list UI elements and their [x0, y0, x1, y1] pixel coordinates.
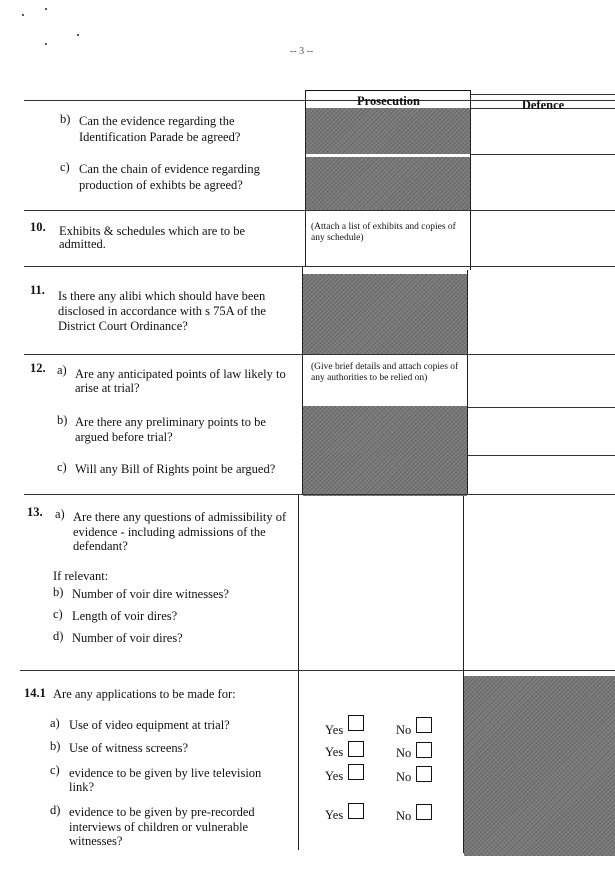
q12a-text-line2: arise at trial?	[75, 381, 140, 395]
q14a-label: a)	[50, 716, 60, 730]
scan-speck	[45, 43, 47, 45]
row-line-13	[20, 670, 615, 671]
prosecution-header: Prosecution	[357, 94, 420, 108]
q12c-label: c)	[57, 460, 67, 474]
q12b-text-line1: Are there any preliminary points to be	[75, 415, 266, 429]
shaded-cell-q9b-prosecution	[306, 108, 470, 154]
q12a-text-line1: Are any anticipated points of law likely to	[75, 367, 286, 381]
q10-prosecution-note-line2: any schedule)	[311, 233, 364, 243]
q9b-label: b)	[60, 112, 71, 126]
q9b-text-line1: Can the evidence regarding the	[79, 114, 235, 128]
q14a-text: Use of video equipment at trial?	[69, 718, 230, 732]
q13d-label: d)	[53, 629, 64, 643]
q14c-yes-label: Yes	[325, 769, 344, 783]
q14d-text-line3: witnesses?	[69, 834, 123, 848]
q9c-label: c)	[60, 160, 70, 174]
q12c-text: Will any Bill of Rights point be argued?	[75, 462, 276, 476]
q14d-label: d)	[50, 803, 61, 817]
q13a-text-line1: Are there any questions of admissibility of	[73, 510, 287, 524]
prosecution-column-left-border	[298, 494, 299, 850]
page-number: -- 3 --	[290, 46, 314, 57]
q14c-no-label: No	[396, 770, 412, 784]
q11-text-line1: Is there any alibi which should have been	[58, 289, 266, 303]
defence-header: Defence	[521, 98, 565, 112]
q14a-yes-checkbox[interactable]	[348, 715, 364, 731]
q10-text-line1: Exhibits & schedules which are to be	[59, 224, 246, 238]
row-line-12	[24, 494, 615, 495]
row-line-11	[24, 354, 615, 355]
q14b-no-label: No	[396, 746, 412, 760]
q14c-yes-checkbox[interactable]	[348, 764, 364, 780]
q14b-yes-label: Yes	[325, 745, 344, 759]
q12b-text-line2: argued before trial?	[75, 430, 173, 444]
q14b-label: b)	[50, 739, 61, 753]
q13-if-relevant: If relevant:	[53, 569, 109, 583]
q9b-text-line2: Identification Parade be agreed?	[79, 130, 241, 144]
q13a-text-line3: defendant?	[73, 539, 128, 553]
q14a-yes-label: Yes	[325, 723, 344, 737]
q13d-text: Number of voir dires?	[72, 631, 183, 645]
header-top-line	[306, 90, 471, 91]
q14d-no-checkbox[interactable]	[416, 804, 432, 820]
shaded-cell-q14-defence	[464, 676, 615, 856]
q9c-text-line2: production of exhibts be agreed?	[79, 178, 243, 192]
row-line-9b	[470, 154, 615, 155]
q12a-label: a)	[57, 363, 67, 377]
q14-text: Are any applications to be made for:	[53, 687, 236, 701]
q14d-yes-label: Yes	[325, 808, 344, 822]
q12-number: 12.	[30, 361, 46, 375]
q10-number: 10.	[30, 220, 46, 234]
q14-number: 14.1	[24, 686, 46, 700]
q14b-text: Use of witness screens?	[69, 741, 189, 755]
q14c-text-line1: evidence to be given by live television	[69, 766, 262, 780]
q10-text-line2: admitted.	[59, 237, 106, 251]
defence-column-left-border	[470, 90, 471, 270]
q14c-text-line2: link?	[69, 780, 94, 794]
q13a-label: a)	[55, 507, 65, 521]
q13c-label: c)	[53, 607, 63, 621]
row-line-12b	[468, 455, 615, 456]
q14c-no-checkbox[interactable]	[416, 766, 432, 782]
defence-column-left-border	[467, 270, 468, 495]
q13b-label: b)	[53, 585, 64, 599]
shaded-cell-q11-prosecution	[303, 274, 467, 354]
q14d-yes-checkbox[interactable]	[348, 803, 364, 819]
scan-speck	[45, 8, 47, 10]
q14a-no-checkbox[interactable]	[416, 717, 432, 733]
shaded-cell-q12b-prosecution	[303, 406, 467, 454]
q12-prosecution-note-line1: (Give brief details and attach copies of	[311, 362, 459, 372]
q14c-label: c)	[50, 763, 60, 777]
q9c-text-line1: Can the chain of evidence regarding	[79, 162, 260, 176]
q13b-text: Number of voir dire witnesses?	[72, 587, 229, 601]
shaded-cell-q9c-prosecution	[306, 157, 470, 211]
q14d-no-label: No	[396, 809, 412, 823]
scan-speck	[22, 14, 24, 16]
q11-number: 11.	[30, 283, 45, 297]
row-line-9	[24, 210, 615, 211]
q12b-label: b)	[57, 413, 68, 427]
q14a-no-label: No	[396, 723, 412, 737]
q13-number: 13.	[27, 505, 43, 519]
scan-speck	[77, 34, 79, 36]
q13c-text: Length of voir dires?	[72, 609, 178, 623]
q10-prosecution-note-line1: (Attach a list of exhibits and copies of	[311, 222, 456, 232]
q13a-text-line2: evidence - including admissions of the	[73, 525, 266, 539]
q11-text-line3: District Court Ordinance?	[58, 319, 188, 333]
q11-text-line2: disclosed in accordance with s 75A of the	[58, 304, 266, 318]
q12-prosecution-note-line2: any authorities to be relied on)	[311, 373, 428, 383]
shaded-cell-q12c-prosecution	[303, 454, 467, 496]
q14d-text-line2: interviews of children or vulnerable	[69, 820, 249, 834]
q14d-text-line1: evidence to be given by pre-recorded	[69, 805, 255, 819]
row-line-12a	[468, 407, 615, 408]
q14b-yes-checkbox[interactable]	[348, 741, 364, 757]
header-top-line-defence	[471, 94, 615, 95]
q14b-no-checkbox[interactable]	[416, 742, 432, 758]
row-line-10	[24, 266, 615, 267]
